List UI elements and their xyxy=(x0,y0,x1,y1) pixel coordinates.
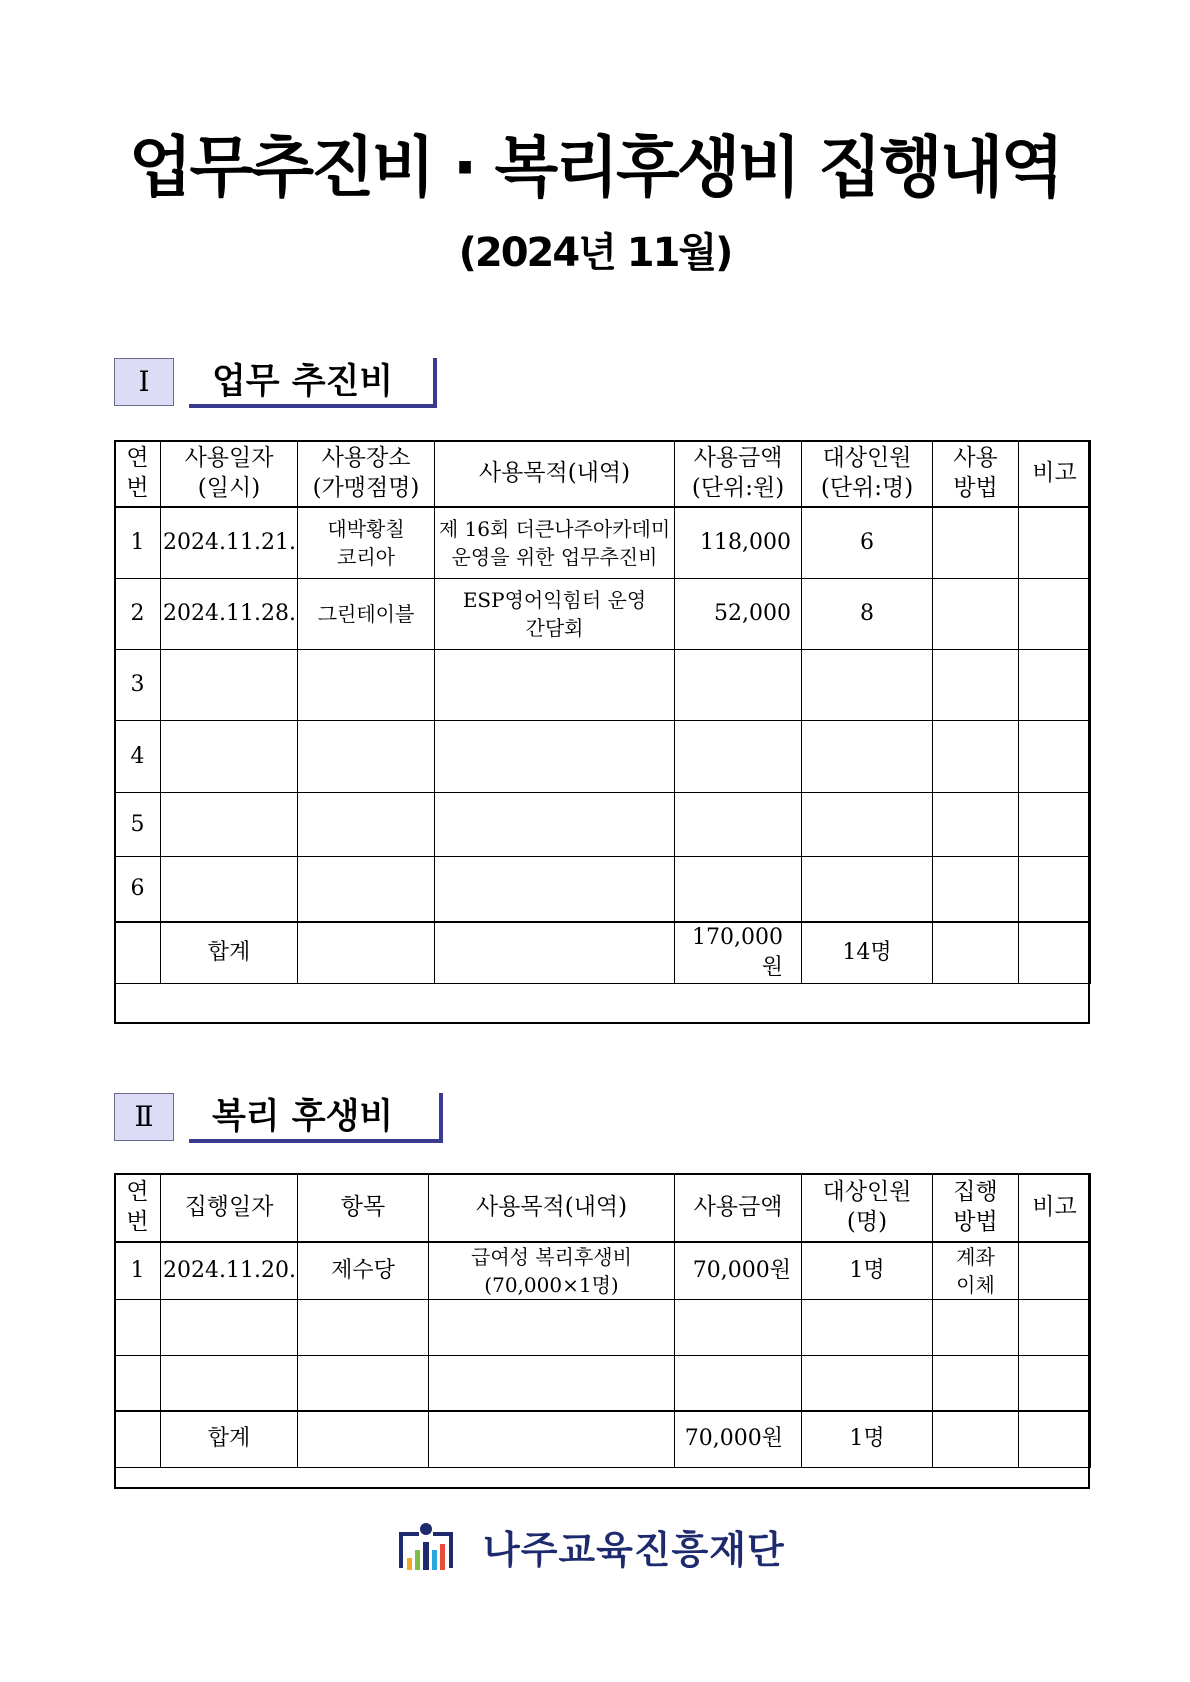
cell-line: 사용 xyxy=(953,445,998,472)
cell-line: 사용목적(내역) xyxy=(475,1194,628,1221)
column-header xyxy=(802,441,933,507)
target-people xyxy=(802,721,933,793)
cell-line: 운영을 위한 업무추진비 xyxy=(451,544,658,569)
column-header xyxy=(161,1174,298,1242)
remark xyxy=(1019,650,1091,721)
header-row xyxy=(115,1174,1091,1242)
use-purpose xyxy=(435,650,675,721)
use-purpose xyxy=(435,579,675,650)
total-blank xyxy=(115,922,161,984)
use-date xyxy=(161,650,298,721)
use-place xyxy=(298,857,435,922)
use-purpose xyxy=(435,857,675,922)
execution-date xyxy=(161,1355,298,1411)
table-row xyxy=(115,650,1091,721)
payment-method xyxy=(933,507,1019,579)
use-purpose xyxy=(435,507,675,579)
cell-line: 번 xyxy=(126,1209,149,1236)
target-people xyxy=(802,857,933,922)
use-place xyxy=(298,579,435,650)
target-people xyxy=(802,650,933,721)
table-row xyxy=(115,721,1091,793)
column-header xyxy=(675,441,802,507)
total-blank xyxy=(298,922,435,984)
cell-line: (가맹점명) xyxy=(312,475,420,502)
header-row xyxy=(115,441,1091,507)
cell-line: 계좌 xyxy=(956,1244,995,1269)
table-row xyxy=(115,857,1091,922)
row-number: 1 xyxy=(115,1242,161,1300)
cell-line: (70,000×1명) xyxy=(484,1272,619,1297)
use-date xyxy=(161,793,298,857)
total-blank xyxy=(933,1411,1019,1467)
total-people: 1명 xyxy=(802,1411,933,1467)
execution-method xyxy=(933,1242,1019,1300)
use-amount xyxy=(675,857,802,922)
target-people xyxy=(802,793,933,857)
table-row xyxy=(115,1355,1091,1411)
total-amount: 170,000원 xyxy=(675,922,802,984)
remark xyxy=(1019,721,1091,793)
use-amount xyxy=(675,650,802,721)
welfare-table xyxy=(114,1173,1091,1468)
use-date: 2024.11.28. xyxy=(161,579,298,650)
column-header xyxy=(1019,441,1091,507)
cell-line: 방법 xyxy=(953,1209,998,1236)
payment-method xyxy=(933,579,1019,650)
use-date xyxy=(161,857,298,922)
row-number xyxy=(115,1299,161,1355)
remark xyxy=(1019,1242,1091,1300)
column-header xyxy=(435,441,675,507)
expense-item xyxy=(298,1299,429,1355)
cell-line: 대상인원 xyxy=(822,445,912,472)
target-people xyxy=(802,1355,933,1411)
cell-line: 제 16회 더큰나주아카데미 xyxy=(438,516,671,541)
target-people xyxy=(802,1299,933,1355)
section-2-title: 복리 후생비 xyxy=(212,1097,394,1137)
column-header xyxy=(675,1174,802,1242)
use-amount xyxy=(675,793,802,857)
cell-line: 집행 xyxy=(953,1179,998,1206)
remark xyxy=(1019,793,1091,857)
section-2-underline xyxy=(189,1139,443,1143)
expense-table xyxy=(114,440,1091,984)
use-place xyxy=(298,793,435,857)
cell-line: 비고 xyxy=(1032,460,1077,487)
cell-line: 대상인원 xyxy=(822,1179,912,1206)
remark xyxy=(1019,579,1091,650)
total-blank xyxy=(115,1411,161,1467)
cell-line: 급여성 복리후생비 xyxy=(471,1244,632,1269)
use-date: 2024.11.21. xyxy=(161,507,298,579)
cell-line: ESP영어익힘터 운영 xyxy=(462,588,647,612)
table-row xyxy=(115,507,1091,579)
table-row xyxy=(115,1299,1091,1355)
remark xyxy=(1019,857,1091,922)
total-blank xyxy=(435,922,675,984)
page-subtitle: (2024년 11월) xyxy=(458,230,732,276)
column-header xyxy=(933,441,1019,507)
use-amount: 70,000원 xyxy=(675,1242,802,1300)
payment-method xyxy=(933,650,1019,721)
page-title: 업무추진비 · 복리후생비 집행내역 xyxy=(128,129,1062,206)
row-number: 6 xyxy=(115,857,161,922)
org-name: 나주교육진흥재단 xyxy=(483,1528,785,1572)
use-place xyxy=(298,650,435,721)
cell-line: 비고 xyxy=(1032,1194,1077,1221)
column-header xyxy=(298,441,435,507)
cell-line: 사용금액 xyxy=(693,1194,783,1221)
payment-method xyxy=(933,793,1019,857)
cell-line: 사용금액 xyxy=(693,445,783,472)
cell-line: 항목 xyxy=(340,1194,386,1221)
row-number: 4 xyxy=(115,721,161,793)
cell-line: 그린테이블 xyxy=(317,602,415,626)
cell-line: 사용장소 xyxy=(321,445,411,472)
row-number: 1 xyxy=(115,507,161,579)
execution-date xyxy=(161,1299,298,1355)
column-header xyxy=(1019,1174,1091,1242)
total-blank xyxy=(1019,1411,1091,1467)
cell-line: 집행일자 xyxy=(184,1194,274,1221)
remark xyxy=(1019,1355,1091,1411)
section-1-rule xyxy=(433,358,437,408)
cell-line: (일시) xyxy=(197,475,261,502)
use-purpose xyxy=(429,1355,675,1411)
use-place xyxy=(298,507,435,579)
expense-item xyxy=(298,1355,429,1411)
execution-method xyxy=(933,1355,1019,1411)
total-amount: 70,000원 xyxy=(675,1411,802,1467)
target-people: 6 xyxy=(802,507,933,579)
execution-date: 2024.11.20. xyxy=(161,1242,298,1300)
table-row xyxy=(115,793,1091,857)
total-blank xyxy=(1019,922,1091,984)
row-number xyxy=(115,1355,161,1411)
target-people: 8 xyxy=(802,579,933,650)
column-header xyxy=(115,1174,161,1242)
payment-method xyxy=(933,721,1019,793)
expense-item: 제수당 xyxy=(298,1242,429,1300)
column-header xyxy=(802,1174,933,1242)
column-header xyxy=(933,1174,1019,1242)
section-2-number: Ⅱ xyxy=(114,1093,174,1141)
total-label: 합계 xyxy=(161,922,298,984)
column-header xyxy=(161,441,298,507)
cell-line: 간담회 xyxy=(525,616,584,640)
use-amount: 52,000 xyxy=(675,579,802,650)
cell-line: 사용목적(내역) xyxy=(478,460,631,487)
use-amount: 118,000 xyxy=(675,507,802,579)
use-amount xyxy=(675,1355,802,1411)
cell-line: (단위:명) xyxy=(820,475,914,502)
row-number: 5 xyxy=(115,793,161,857)
cell-line: 사용일자 xyxy=(184,445,274,472)
cell-line: 번 xyxy=(126,475,149,502)
total-blank xyxy=(933,922,1019,984)
cell-line: 연 xyxy=(126,1179,149,1206)
total-blank xyxy=(298,1411,429,1467)
execution-method xyxy=(933,1299,1019,1355)
use-purpose xyxy=(435,793,675,857)
section-1-title: 업무 추진비 xyxy=(212,362,394,402)
cell-line: (단위:원) xyxy=(691,475,785,502)
use-purpose xyxy=(429,1299,675,1355)
total-people: 14명 xyxy=(802,922,933,984)
total-row xyxy=(115,922,1091,984)
section-2-rule xyxy=(439,1093,443,1143)
row-number: 2 xyxy=(115,579,161,650)
payment-method xyxy=(933,857,1019,922)
use-amount xyxy=(675,721,802,793)
remark xyxy=(1019,1299,1091,1355)
cell-line: 코리아 xyxy=(337,544,395,569)
use-date xyxy=(161,721,298,793)
use-purpose xyxy=(435,721,675,793)
column-header xyxy=(298,1174,429,1242)
total-label: 합계 xyxy=(161,1411,298,1467)
target-people: 1명 xyxy=(802,1242,933,1300)
use-place xyxy=(298,721,435,793)
foundation-logo-icon xyxy=(395,1520,457,1580)
table-row xyxy=(115,1242,1091,1300)
column-header xyxy=(115,441,161,507)
cell-line: 대박황칠 xyxy=(327,516,405,541)
use-amount xyxy=(675,1299,802,1355)
cell-line: (명) xyxy=(846,1209,888,1236)
column-header xyxy=(429,1174,675,1242)
total-row xyxy=(115,1411,1091,1467)
cell-line: 방법 xyxy=(953,475,998,502)
section-1-underline xyxy=(189,404,437,408)
row-number: 3 xyxy=(115,650,161,721)
use-purpose xyxy=(429,1242,675,1300)
table-row xyxy=(115,579,1091,650)
cell-line: 이체 xyxy=(956,1272,995,1297)
cell-line: 연 xyxy=(126,445,149,472)
total-blank xyxy=(429,1411,675,1467)
foundation-logo xyxy=(395,1520,785,1580)
remark xyxy=(1019,507,1091,579)
section-1-number: Ⅰ xyxy=(114,358,174,406)
